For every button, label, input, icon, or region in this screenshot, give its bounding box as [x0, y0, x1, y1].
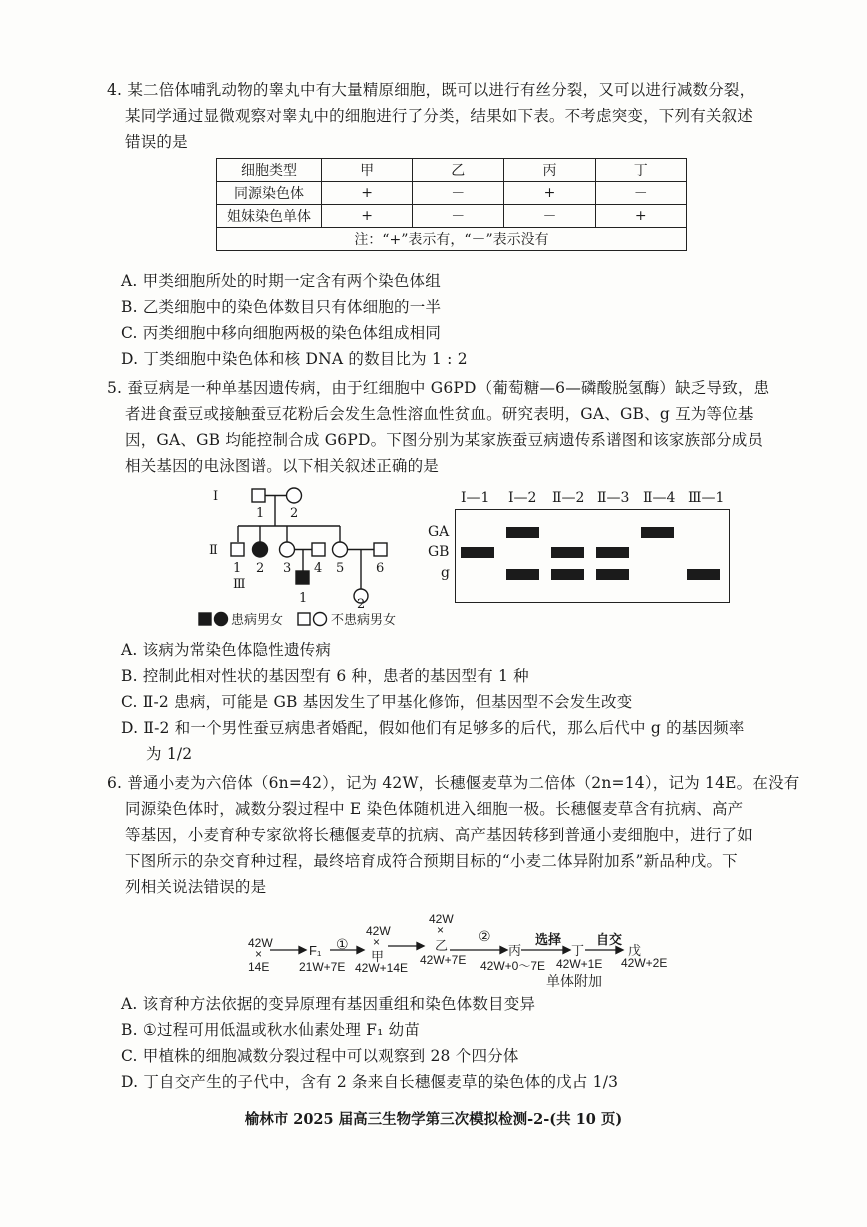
q5-option-d: D. Ⅱ-2 和一个男性蚕豆病患者婚配，假如他们有足够多的后代，那么后代中 g 的基因频率 [121, 719, 745, 737]
flow-f1: F₁ [309, 943, 322, 958]
table-note: 注：“+”表示有，“－”表示没有 [217, 228, 687, 251]
q5-option-c: C. Ⅱ-2 患病，可能是 GB 基因发生了甲基化修饰，但基因型不会发生改变 [121, 693, 633, 711]
gel-row-label-g: g [441, 565, 450, 581]
table-header-row [217, 159, 687, 182]
gel-col-label: Ⅲ—1 [688, 490, 725, 506]
q5-stem-line-3: 因，GA、GB 均能控制合成 G6PD。下图分别为某家族蚕豆病遗传系谱图和该家族部分成员 [125, 431, 764, 449]
table-cell: + [322, 205, 413, 228]
q6-option-b: B. ①过程可用低温或秋水仙素处理 F₁ 幼苗 [121, 1021, 421, 1039]
gel-band-II4-GA [641, 527, 674, 538]
q5-stem-line-4: 相关基因的电泳图谱。以下相关叙述正确的是 [125, 457, 440, 475]
breeding-flow-arrows [240, 910, 680, 990]
table-row [217, 182, 687, 205]
q6-stem-line-2: 同源染色体时，减数分裂过程中 E 染色体随机进入细胞一极。长穗偃麦草含有抗病、高产 [125, 800, 744, 818]
q4-option-d: D. 丁类细胞中染色体和核 DNA 的数目比为 1 : 2 [121, 350, 468, 368]
gen2-num: 4 [314, 561, 323, 576]
q4-stem-line-3: 错误的是 [125, 133, 188, 151]
q4-cell-table [216, 158, 687, 251]
flow-yi: 乙 [435, 938, 449, 953]
gen1-num: 1 [256, 506, 265, 521]
gel-col-label: Ⅱ—2 [552, 490, 585, 506]
pedigree-II-1-male [231, 543, 244, 556]
pedigree-II-5-female [333, 542, 348, 557]
pedigree-III-1-male-affected [296, 571, 309, 584]
q5-stem-line-1: 5. 蚕豆病是一种单基因遗传病，由于红细胞中 G6PD（葡萄糖—6—磷酸脱氢酶）缺乏导致，患 [107, 379, 770, 397]
gel-col-label: Ⅱ—4 [643, 490, 676, 506]
q4-stem-line-2: 某同学通过显微观察对睾丸中的细胞进行了分类，结果如下表。不考虑突变，下列有关叙述 [125, 107, 754, 125]
gel-band-I2-g [506, 569, 539, 580]
flow-yi-cross: × [437, 923, 445, 937]
table-header-cell: 丁 [595, 159, 686, 182]
legend-affected-label: 患病男女 [231, 613, 284, 628]
q4-option-a: A. 甲类细胞所处的时期一定含有两个染色体组 [121, 272, 441, 290]
gen-label-III: Ⅲ [233, 577, 246, 592]
legend-affected-male-icon [199, 613, 211, 625]
flow-selfing-label: 自交 [596, 932, 623, 947]
flow-bing-sub: 42W+0～7E [480, 959, 546, 973]
pedigree-II-3-female [280, 542, 295, 557]
table-cell: 姐妹染色单体 [217, 205, 322, 228]
pedigree-II-6-male [374, 543, 387, 556]
flow-jia-sub: 42W+14E [355, 961, 409, 975]
q5-option-d-cont: 为 1/2 [146, 745, 193, 763]
gel-col-label: Ⅰ—1 [461, 490, 490, 506]
flow-wu-sub: 42W+2E [621, 956, 668, 970]
flow-step1: ① [336, 936, 349, 952]
flow-step2: ② [478, 928, 491, 944]
gel-col-label: Ⅰ—2 [508, 490, 537, 506]
table-cell: － [413, 205, 504, 228]
q4-stem-line-1: 4. 某二倍体哺乳动物的睾丸中有大量精原细胞，既可以进行有丝分裂，又可以进行减数分裂， [107, 81, 756, 99]
gen-label-I: Ⅰ [213, 489, 219, 504]
q5-option-a: A. 该病为常染色体隐性遗传病 [121, 641, 332, 659]
pedigree-II-2-female-affected [253, 542, 268, 557]
q6-option-c: C. 甲植株的细胞减数分裂过程中可以观察到 28 个四分体 [121, 1047, 519, 1065]
q6-stem-line-4: 下图所示的杂交育种过程，最终培育成符合预期目标的“小麦二体异附加系”新品种戊。下 [125, 852, 738, 870]
gel-col-label: Ⅱ—3 [597, 490, 630, 506]
gel-frame [455, 509, 730, 603]
table-header-cell: 细胞类型 [217, 159, 322, 182]
flow-select-label: 选择 [535, 932, 562, 947]
legend-unaffected-female-icon [314, 613, 327, 626]
q4-option-c: C. 丙类细胞中移向细胞两极的染色体组成相同 [121, 324, 442, 342]
gen1-num: 2 [290, 506, 299, 521]
gen3-num: 1 [299, 591, 308, 606]
flow-jia-cross: × [373, 935, 381, 949]
q6-option-a: A. 该育种方法依据的变异原理有基因重组和染色体数目变异 [121, 995, 536, 1013]
pedigree-I-1-male [252, 489, 265, 502]
table-row [217, 205, 687, 228]
pedigree-I-2-female [287, 488, 302, 503]
table-cell: + [504, 182, 595, 205]
gel-row-label-GA: GA [428, 524, 450, 540]
table-header-cell: 丙 [504, 159, 595, 182]
gen2-num: 3 [283, 561, 292, 576]
flow-p1-top: 42W [248, 936, 273, 950]
flow-jia: 甲 [371, 949, 385, 964]
gel-row-label-GB: GB [428, 544, 450, 560]
flow-f1-sub: 21W+7E [299, 960, 346, 974]
table-note-row [217, 228, 687, 251]
table-cell: － [504, 205, 595, 228]
flow-wu: 戊 [628, 943, 642, 958]
q6-stem-line-5: 列相关说法错误的是 [125, 878, 267, 896]
legend-unaffected-male-icon [298, 613, 310, 625]
flow-bing: 丙 [508, 943, 522, 958]
gen3-num: 2 [357, 597, 366, 612]
gel-band-I1-GB [461, 547, 494, 558]
table-cell: 同源染色体 [217, 182, 322, 205]
flow-ding: 丁 [571, 943, 585, 958]
q6-stem-line-1: 6. 普通小麦为六倍体（6n=42），记为 42W，长穗偃麦草为二倍体（2n=14），记为 14E。在没有 [107, 774, 800, 792]
gel-band-II2-g [551, 569, 584, 580]
q4-option-b: B. 乙类细胞中的染色体数目只有体细胞的一半 [121, 298, 442, 316]
gel-band-II2-GB [551, 547, 584, 558]
table-cell: + [595, 205, 686, 228]
table-cell: － [413, 182, 504, 205]
flow-yi-sub: 42W+7E [420, 953, 467, 967]
page-footer: 榆林市 2025 届高三生物学第三次模拟检测-2-(共 10 页) [244, 1111, 623, 1128]
q6-stem-line-3: 等基因，小麦育种专家欲将长穗偃麦草的抗病、高产基因转移到普通小麦细胞中，进行了如 [125, 826, 754, 844]
table-cell: + [322, 182, 413, 205]
q5-option-b: B. 控制此相对性状的基因型有 6 种，患者的基因型有 1 种 [121, 667, 529, 685]
pedigree-II-4-male [312, 543, 325, 556]
table-header-cell: 甲 [322, 159, 413, 182]
legend-affected-female-icon [215, 613, 228, 626]
legend-unaffected-label: 不患病男女 [331, 613, 397, 628]
flow-p1-bottom: 14E [248, 960, 270, 974]
gel-band-II3-GB [596, 547, 629, 558]
gen2-num: 5 [336, 561, 345, 576]
table-cell: － [595, 182, 686, 205]
gen2-num: 6 [376, 561, 385, 576]
pedigree-chart [195, 484, 430, 634]
flow-ding-sub: 42W+1E [556, 957, 603, 971]
flow-p1-cross: × [255, 947, 263, 961]
gel-band-I2-GA [506, 527, 539, 538]
gel-band-II3-g [596, 569, 629, 580]
table-header-cell: 乙 [413, 159, 504, 182]
q5-stem-line-2: 者进食蚕豆或接触蚕豆花粉后会发生急性溶血性贫血。研究表明，GA、GB、g 互为等位基 [125, 405, 754, 423]
gen2-num: 1 [233, 561, 242, 576]
flow-yi-top: 42W [429, 912, 454, 926]
flow-jia-top: 42W [366, 924, 391, 938]
gel-band-III1-g [687, 569, 720, 580]
q6-option-d: D. 丁自交产生的子代中，含有 2 条来自长穗偃麦草的染色体的戊占 1/3 [121, 1073, 619, 1091]
flow-ding-sub2: 单体附加 [546, 974, 602, 990]
gen-label-II: Ⅱ [209, 543, 218, 558]
gen2-num: 2 [256, 561, 265, 576]
